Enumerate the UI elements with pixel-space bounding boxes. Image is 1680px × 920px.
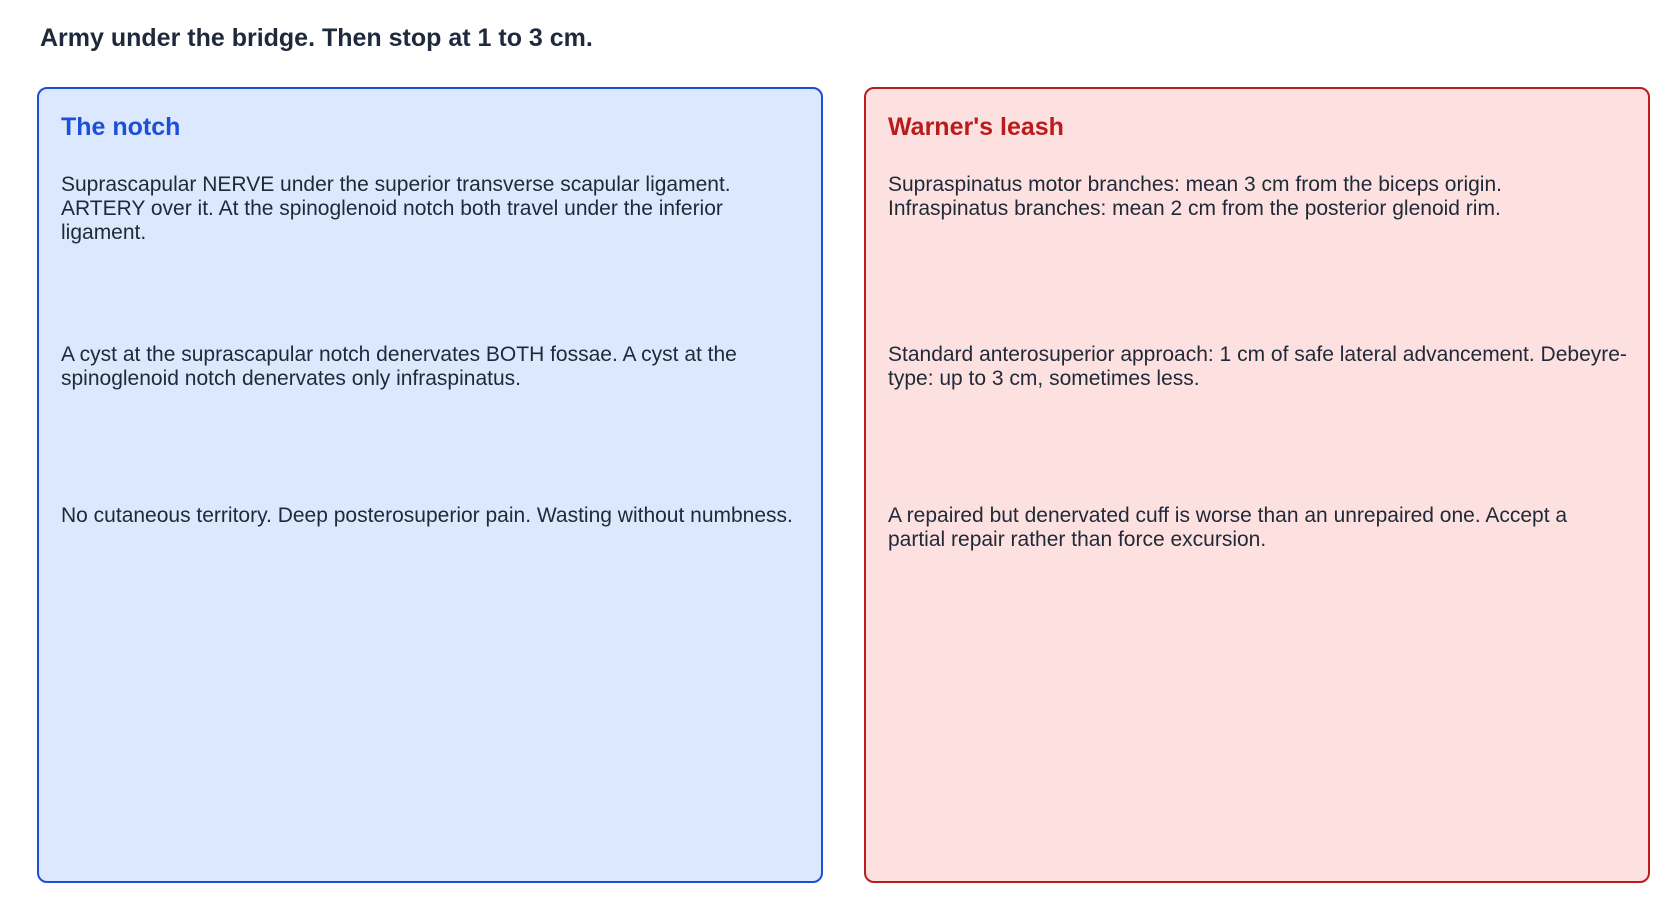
notch-panel-heading: The notch xyxy=(61,113,181,141)
warners-leash-panel xyxy=(864,87,1650,883)
warners-leash-panel-heading: Warner's leash xyxy=(888,113,1064,141)
notch-paragraph-anatomy: Suprascapular NERVE under the superior transverse scapular ligament. ARTERY over it. At the spinoglenoid notch both travel under the inferior ligament. xyxy=(61,173,731,244)
leash-paragraph-branches: Supraspinatus motor branches: mean 3 cm from the biceps origin. Infraspinatus branches: mean 2 cm from the posterior glenoid rim. xyxy=(888,173,1502,220)
notch-panel xyxy=(37,87,823,883)
leash-paragraph-approach: Standard anterosuperior approach: 1 cm of safe lateral advancement. Debeyre-type: up to 3 cm, sometimes less. xyxy=(888,343,1627,390)
page-title: Army under the bridge. Then stop at 1 to 3 cm. xyxy=(40,24,593,52)
notch-paragraph-cyst: A cyst at the suprascapular notch denervates BOTH fossae. A cyst at the spinoglenoid notch denervates only infraspinatus. xyxy=(61,343,737,390)
leash-paragraph-repair: A repaired but denervated cuff is worse than an unrepaired one. Accept a partial repair rather than force excursion. xyxy=(888,504,1568,551)
notch-paragraph-symptoms: No cutaneous territory. Deep posterosuperior pain. Wasting without numbness. xyxy=(61,504,793,527)
